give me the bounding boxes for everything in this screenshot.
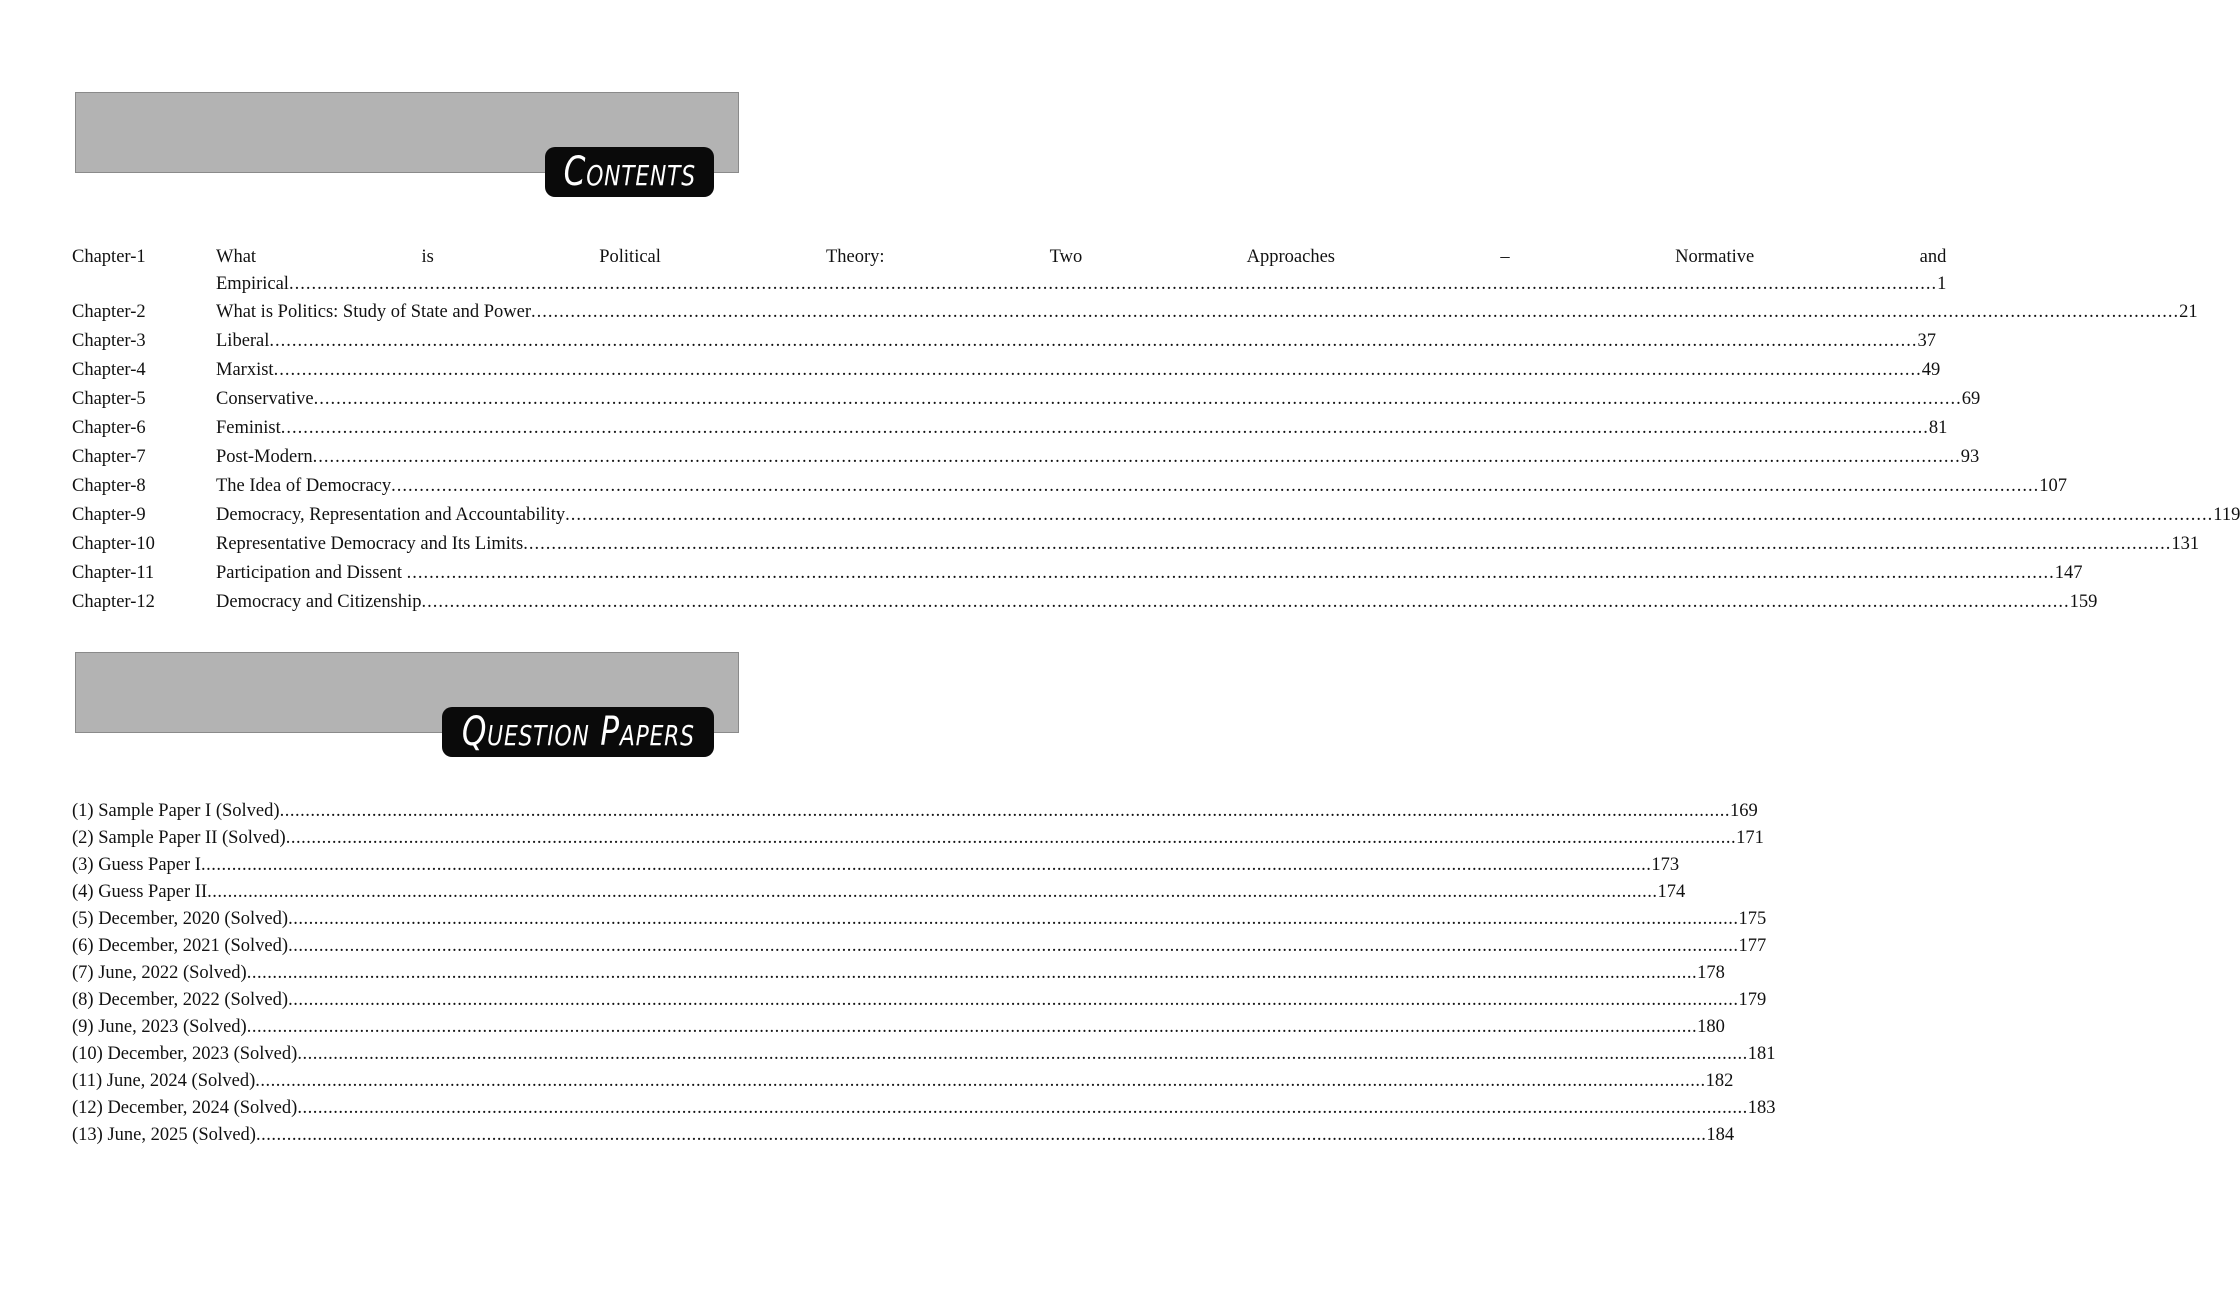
dot-leader <box>201 852 1651 879</box>
chapter-entry[interactable] <box>72 244 1947 298</box>
chapter-title: Conservative <box>216 389 314 409</box>
dot-leader <box>314 385 1962 414</box>
dot-leader <box>313 443 1961 472</box>
chapter-number: Chapter-10 <box>72 534 155 554</box>
chapter-title: Representative Democracy and Its Limits <box>216 534 524 554</box>
paper-page: 180 <box>1697 1017 1725 1037</box>
chapter-number: Chapter-4 <box>72 360 146 380</box>
dot-leader <box>407 559 2055 588</box>
paper-title: (11) June, 2024 (Solved) <box>72 1071 256 1091</box>
chapter-title: The Idea of Democracy <box>216 476 392 496</box>
paper-page: 175 <box>1738 909 1767 929</box>
chapter-number: Chapter-1 <box>72 247 146 267</box>
paper-page: 181 <box>1747 1044 1776 1064</box>
chapter-entry[interactable] <box>72 501 2240 530</box>
chapter-title: Marxist <box>216 360 274 380</box>
paper-page: 177 <box>1738 936 1767 956</box>
chapter-page: 93 <box>1960 447 1980 467</box>
paper-page: 171 <box>1736 828 1764 848</box>
dot-leader <box>297 1041 1747 1068</box>
dot-leader <box>391 472 2039 501</box>
paper-page: 174 <box>1657 882 1686 902</box>
chapter-number: Chapter-2 <box>72 302 146 322</box>
chapter-number: Chapter-12 <box>72 592 155 612</box>
paper-title: (8) December, 2022 (Solved) <box>72 990 289 1010</box>
chapter-page: 37 <box>1917 331 1937 351</box>
dot-leader <box>288 987 1738 1014</box>
question-paper-entry[interactable] <box>72 1014 1725 1041</box>
question-paper-entry[interactable] <box>72 933 1767 960</box>
chapter-title-line: What is Political Theory: Two Approaches – Normative and <box>216 247 1947 267</box>
dot-leader <box>523 530 2171 559</box>
chapter-title: Feminist <box>216 418 281 438</box>
question-paper-entry[interactable] <box>72 960 1725 987</box>
chapter-number: Chapter-5 <box>72 389 146 409</box>
dot-leader <box>274 356 1922 385</box>
dot-leader <box>247 960 1697 987</box>
dot-leader <box>531 298 2179 327</box>
question-paper-entry[interactable] <box>72 906 1767 933</box>
chapter-number: Chapter-9 <box>72 505 146 525</box>
chapter-page: 119 <box>2213 505 2240 525</box>
paper-page: 183 <box>1747 1098 1776 1118</box>
chapter-title: Post-Modern <box>216 447 313 467</box>
dot-leader <box>256 1122 1706 1149</box>
paper-page: 184 <box>1706 1125 1735 1145</box>
paper-title: (6) December, 2021 (Solved) <box>72 936 289 956</box>
chapter-title: Liberal <box>216 331 270 351</box>
paper-title: (5) December, 2020 (Solved) <box>72 909 289 929</box>
paper-title: (13) June, 2025 (Solved) <box>72 1125 256 1145</box>
paper-page: 178 <box>1697 963 1725 983</box>
paper-title: (1) Sample Paper I (Solved) <box>72 801 280 821</box>
dot-leader <box>289 271 1937 298</box>
chapter-number: Chapter-7 <box>72 447 146 467</box>
question-paper-entry[interactable] <box>72 987 1767 1014</box>
dot-leader <box>255 1068 1705 1095</box>
question-paper-entry[interactable] <box>72 1068 1734 1095</box>
chapter-entry[interactable] <box>72 530 2200 559</box>
chapter-title: Empirical <box>216 274 289 294</box>
chapter-page: 49 <box>1921 360 1941 380</box>
chapter-entry[interactable] <box>72 443 1980 472</box>
question-paper-entry[interactable] <box>72 825 1764 852</box>
paper-title: (7) June, 2022 (Solved) <box>72 963 247 983</box>
paper-page: 179 <box>1738 990 1767 1010</box>
chapter-list <box>72 244 2240 617</box>
dot-leader <box>288 906 1738 933</box>
chapter-title: Democracy and Citizenship <box>216 592 422 612</box>
contents-heading: Contents <box>563 149 696 195</box>
paper-title: (9) June, 2023 (Solved) <box>72 1017 247 1037</box>
dot-leader <box>280 798 1730 825</box>
dot-leader <box>281 414 1929 443</box>
question-paper-entry[interactable] <box>72 879 1686 906</box>
paper-title: (3) Guess Paper I <box>72 855 201 875</box>
chapter-entry[interactable] <box>72 472 2068 501</box>
question-paper-entry[interactable] <box>72 1041 1776 1068</box>
dot-leader <box>286 825 1736 852</box>
question-papers-heading-badge <box>442 707 714 757</box>
chapter-page: 69 <box>1961 389 1981 409</box>
chapter-page: 1 <box>1937 274 1947 294</box>
chapter-number: Chapter-8 <box>72 476 146 496</box>
dot-leader <box>288 933 1738 960</box>
chapter-title: Democracy, Representation and Accountability <box>216 505 566 525</box>
chapter-entry[interactable] <box>72 385 1981 414</box>
question-paper-entry[interactable] <box>72 798 1758 825</box>
paper-title: (10) December, 2023 (Solved) <box>72 1044 298 1064</box>
paper-title: (12) December, 2024 (Solved) <box>72 1098 298 1118</box>
chapter-entry[interactable] <box>72 588 2098 617</box>
chapter-page: 147 <box>2054 563 2083 583</box>
chapter-title: What is Politics: Study of State and Power <box>216 302 531 322</box>
contents-heading-badge <box>545 147 714 197</box>
chapter-entry[interactable] <box>72 414 1948 443</box>
dot-leader <box>247 1014 1697 1041</box>
dot-leader <box>422 588 2070 617</box>
dot-leader <box>565 501 2213 530</box>
chapter-number: Chapter-6 <box>72 418 146 438</box>
chapter-title: Participation and Dissent <box>216 563 407 583</box>
chapter-page: 107 <box>2039 476 2068 496</box>
paper-title: (4) Guess Paper II <box>72 882 208 902</box>
chapter-entry[interactable] <box>72 298 2198 327</box>
chapter-number: Chapter-11 <box>72 563 155 583</box>
chapter-page: 131 <box>2171 534 2200 554</box>
question-paper-entry[interactable] <box>72 1122 1735 1149</box>
chapter-entry[interactable] <box>72 327 1937 356</box>
chapter-entry[interactable] <box>72 356 1941 385</box>
chapter-page: 21 <box>2179 302 2198 322</box>
paper-page: 169 <box>1729 801 1758 821</box>
chapter-page: 81 <box>1928 418 1948 438</box>
question-papers-heading: Question Papers <box>461 709 695 755</box>
dot-leader <box>207 879 1657 906</box>
chapter-page: 159 <box>2069 592 2098 612</box>
chapter-entry[interactable] <box>72 559 2083 588</box>
question-paper-entry[interactable] <box>72 852 1680 879</box>
paper-title: (2) Sample Paper II (Solved) <box>72 828 286 848</box>
question-paper-list <box>72 798 1776 1149</box>
question-paper-entry[interactable] <box>72 1095 1776 1122</box>
dot-leader <box>269 327 1917 356</box>
paper-page: 173 <box>1651 855 1680 875</box>
paper-page: 182 <box>1705 1071 1734 1091</box>
chapter-number: Chapter-3 <box>72 331 146 351</box>
dot-leader <box>297 1095 1747 1122</box>
